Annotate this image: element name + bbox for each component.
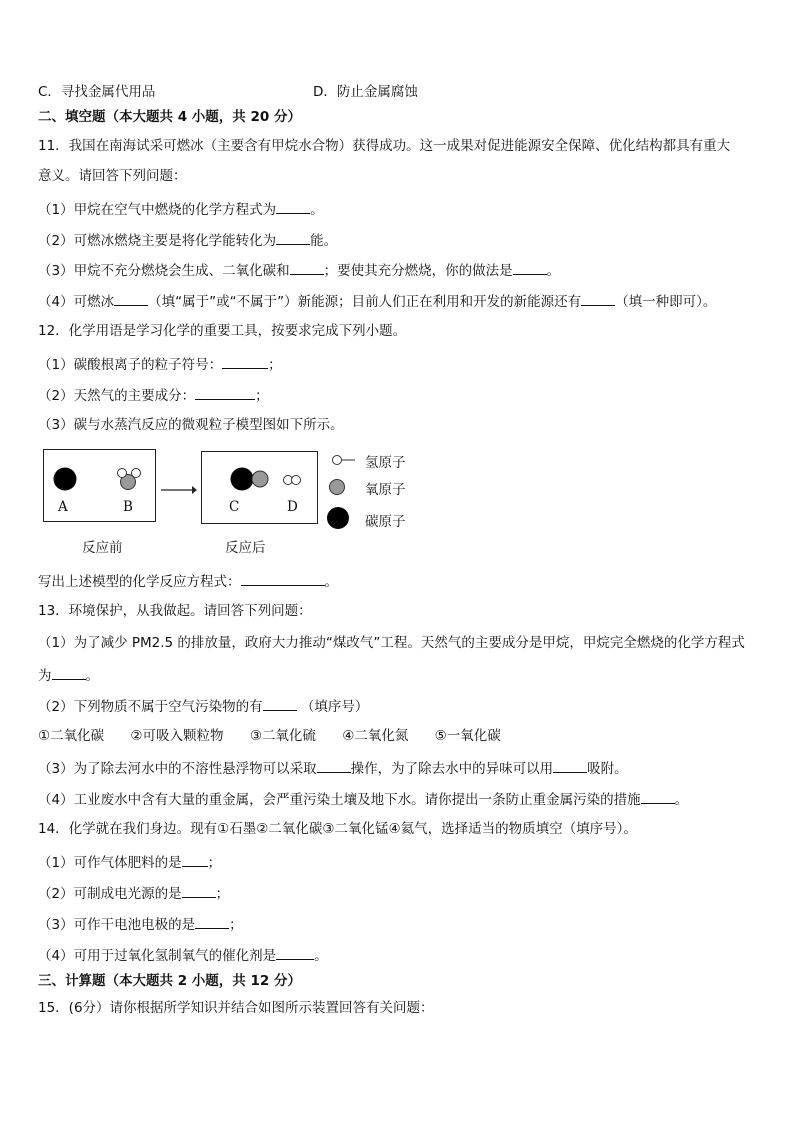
choice-item: ④二氧化氮 xyxy=(342,728,409,744)
label-b: B xyxy=(123,499,133,515)
answer-blank[interactable] xyxy=(276,230,310,245)
q11-part1: （1）甲烷在空气中燃烧的化学方程式为 。 xyxy=(38,199,324,219)
q15-stem: 15．(6分）请你根据所学知识并结合如图所示装置回答有关问题： xyxy=(38,1000,434,1016)
arrow-icon xyxy=(160,483,198,497)
label-d: D xyxy=(287,499,298,515)
q11-part2: （2）可燃冰燃烧主要是将化学能转化为 能。 xyxy=(38,230,337,250)
legend-hydrogen-label: 氢原子 xyxy=(365,455,406,471)
after-molecules xyxy=(201,451,318,524)
q13-part2: （2）下列物质不属于空气污染物的有 （填序号） xyxy=(38,696,368,716)
label-a: A xyxy=(58,499,68,515)
q14-part4: （4）可用于过氧化氢制氧气的催化剂是 。 xyxy=(38,945,328,965)
option-c: C．寻找金属代用品 xyxy=(38,84,156,100)
option-d: D．防止金属腐蚀 xyxy=(313,84,418,100)
q11-part4: （4）可燃冰 （填“属于”或“不属于”）新能源；目前人们正在利用和开发的新能源还有 （填一种即可）。 xyxy=(38,291,716,311)
carbon-atom-c xyxy=(231,468,254,491)
q12-part1: （1）碳酸根离子的粒子符号： ； xyxy=(38,354,282,374)
q14-stem: 14．化学就在我们身边。现有①石墨②二氧化碳③二氧化锰④氦气，选择适当的物质填空（填序号）。 xyxy=(38,821,637,837)
after-caption: 反应后 xyxy=(225,540,266,556)
answer-blank[interactable] xyxy=(513,260,547,275)
answer-blank[interactable] xyxy=(195,385,255,400)
q14-part1: （1）可作气体肥料的是 ； xyxy=(38,852,221,872)
answer-blank[interactable] xyxy=(222,354,268,369)
hydrogen-atom-b1 xyxy=(118,469,127,478)
q12-part3: （3）碳与水蒸汽反应的微观粒子模型图如下所示。 xyxy=(38,417,344,433)
legend-carbon-label: 碳原子 xyxy=(365,514,406,530)
choice-item: ①二氧化碳 xyxy=(38,728,105,744)
choice-item: ②可吸入颗粒物 xyxy=(130,728,224,744)
q13-choices xyxy=(38,727,501,745)
label-c: C xyxy=(229,499,240,515)
answer-blank[interactable] xyxy=(195,914,229,929)
q14-part2: （2）可制成电光源的是 ； xyxy=(38,883,229,903)
q11-part3: （3）甲烷不充分燃烧会生成、二氧化碳和 ；要使其充分燃烧，你的做法是 。 xyxy=(38,260,560,280)
section-2-title: 二、填空题（本大题共 4 小题，共 20 分） xyxy=(38,109,301,125)
answer-blank[interactable] xyxy=(290,260,324,275)
hydrogen-atom-d2 xyxy=(292,476,301,485)
q13-stem: 13．环境保护，从我做起。请回答下列问题： xyxy=(38,603,312,619)
q13-part1-cont: 为 。 xyxy=(38,665,99,685)
legend-carbon-icon xyxy=(327,507,349,529)
hydrogen-atom-b2 xyxy=(132,469,141,478)
q12-equation: 写出上述模型的化学反应方程式： 。 xyxy=(38,571,338,591)
choice-item: ③二氧化硫 xyxy=(249,728,316,744)
answer-blank[interactable] xyxy=(182,883,216,898)
carbon-atom-a xyxy=(54,468,77,491)
choice-item: ⑤一氧化碳 xyxy=(434,728,501,744)
answer-blank[interactable] xyxy=(317,758,351,773)
answer-blank[interactable] xyxy=(581,291,615,306)
q14-part3: （3）可作干电池电极的是 ； xyxy=(38,914,243,934)
answer-blank[interactable] xyxy=(241,571,325,586)
answer-blank[interactable] xyxy=(553,758,587,773)
answer-blank[interactable] xyxy=(52,665,86,680)
answer-blank[interactable] xyxy=(276,199,310,214)
q13-part1: （1）为了减少 PM2.5 的排放量，政府大力推动“煤改气”工程。天然气的主要成分是甲烷，甲烷完全燃烧的化学方程式 xyxy=(38,635,745,651)
legend-oxygen-icon xyxy=(330,480,345,495)
answer-blank[interactable] xyxy=(182,852,208,867)
q11-stem: 11．我国在南海试采可燃冰（主要含有甲烷水合物）获得成功。这一成果对促进能源安全保障、优化结构都具有重大 xyxy=(38,138,731,154)
q11-stem-cont: 意义。请回答下列问题： xyxy=(38,168,187,184)
q13-part3: （3）为了除去河水中的不溶性悬浮物可以采取 操作，为了除去水中的异味可以用 吸附。 xyxy=(38,758,628,778)
answer-blank[interactable] xyxy=(114,291,148,306)
legend-oxygen-label: 氧原子 xyxy=(365,482,406,498)
legend-symbols xyxy=(327,450,359,530)
q12-stem: 12．化学用语是学习化学的重要工具，按要求完成下列小题。 xyxy=(38,323,407,339)
legend-hydrogen-icon xyxy=(333,456,342,465)
q13-part4: （4）工业废水中含有大量的重金属，会严重污染土壤及地下水。请你提出一条防止重金属污染的措施 。 xyxy=(38,789,688,809)
before-caption: 反应前 xyxy=(82,540,123,556)
q12-part2: （2）天然气的主要成分： ； xyxy=(38,385,269,405)
answer-blank[interactable] xyxy=(641,789,675,804)
answer-blank[interactable] xyxy=(276,945,314,960)
section-3-title: 三、计算题（本大题共 2 小题，共 12 分） xyxy=(38,973,301,989)
oxygen-atom-c xyxy=(252,471,268,487)
answer-blank[interactable] xyxy=(263,696,297,711)
